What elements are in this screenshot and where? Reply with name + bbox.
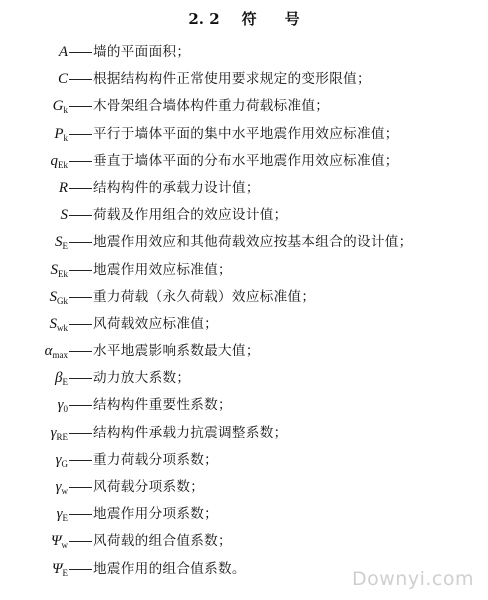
symbol-row [0,121,488,148]
dash-separator [69,188,92,189]
dash-separator [69,569,92,570]
symbol-row [0,66,488,93]
symbol-base: β [55,370,63,387]
symbol-row [0,93,488,120]
symbol-description: 地震作用效应标准值； [93,261,232,278]
dash-separator [69,541,92,542]
dash-separator [69,161,92,162]
symbol [45,338,68,365]
symbol-base: S [49,315,57,332]
symbol-description: 结构构件承载力抗震调整系数； [93,424,288,441]
symbol [61,202,69,229]
symbol [51,528,68,555]
symbol [55,365,68,392]
symbol-description: 平行于墙体平面的集中水平地震作用效应标准值； [93,125,399,142]
symbol-base: q [50,152,58,169]
dash-separator [69,297,92,298]
watermark-logo: Downyi.com [352,568,474,590]
symbol-row [0,39,488,66]
symbol-row [0,420,488,447]
symbol [57,501,68,528]
symbol [59,175,68,202]
section-heading [0,8,488,29]
symbol [56,447,68,474]
dash-separator [69,460,92,461]
symbol-subscript: E [62,377,68,388]
dash-separator [69,79,92,80]
symbol-description: 重力荷载分项系数； [93,451,219,468]
symbol-base: γ [55,451,62,468]
dash-separator [69,242,92,243]
symbol-subscript: E [62,513,68,524]
symbol-base: γ [57,397,64,414]
symbol-subscript: wk [57,322,68,333]
symbol [58,392,68,419]
symbol-base: S [60,207,68,224]
symbol-base: P [54,125,64,142]
symbol-subscript: E [62,567,68,578]
symbol [55,229,68,256]
symbol-subscript: E [62,241,68,252]
symbol-base: A [58,44,68,60]
symbol-row [0,447,488,474]
symbol-description: 木骨架组合墙体构件重力荷载标准值； [93,98,330,115]
symbol-base: γ [55,479,62,495]
symbol-description: 重力荷载（永久荷载）效应标准值； [93,288,316,305]
symbol [58,66,68,93]
symbol-row [0,392,488,419]
symbol-base: C [57,71,68,88]
symbol-description: 风荷载的组合值系数； [93,533,232,550]
symbol-row [0,501,488,528]
symbol-subscript: w [61,486,68,496]
symbol [53,93,68,120]
symbol-base: S [49,288,57,305]
symbol-subscript: max [52,350,68,361]
symbol-description: 水平地震影响系数最大值； [93,343,260,360]
symbol-description: 地震作用分项系数； [93,506,219,523]
symbol-description: 墙的平面面积； [93,44,191,60]
dash-separator [69,52,92,53]
symbol-subscript: 0 [63,404,68,415]
symbol-description: 地震作用效应和其他荷载效应按基本组合的设计值； [93,234,413,251]
dash-separator [69,514,92,515]
symbol-row [0,365,488,392]
symbol-subscript: Ek [58,159,68,170]
symbol-description: 根据结构构件正常使用要求规定的变形限值； [93,71,371,88]
symbol-subscript: Ek [58,268,68,279]
symbol [59,39,68,66]
dash-separator [69,351,92,352]
symbol-subscript: G [61,458,68,469]
symbol-base: Ψ [51,560,63,577]
symbol-description: 结构构件的承载力设计值； [93,179,260,196]
symbol [56,474,68,501]
symbol-row [0,229,488,256]
dash-separator [69,134,92,135]
symbol-subscript: w [61,540,68,551]
symbol-description: 垂直于墙体平面的分布水平地震作用效应标准值； [93,152,399,169]
symbol-subscript: Gk [57,295,68,306]
heading-char-2: 号 [284,10,300,28]
symbol-description: 风荷载效应标准值； [93,315,219,332]
symbol-row [0,284,488,311]
symbol-description: 荷载及作用组合的效应设计值； [93,207,288,224]
dash-separator [69,405,92,406]
symbol-row [0,175,488,202]
symbol-description: 地震作用的组合值系数。 [93,560,246,577]
symbol-row [0,311,488,338]
dash-separator [69,324,92,325]
section-number: 2. 2 [188,10,220,28]
dash-separator [69,106,92,107]
symbol-description: 结构构件重要性系数； [93,397,232,414]
symbol-base: γ [56,506,63,523]
symbol-description: 动力放大系数； [93,370,191,387]
dash-separator [69,270,92,271]
symbol-row [0,148,488,175]
heading-char-1: 符 [241,10,257,28]
symbol-row [0,338,488,365]
symbol-row [0,474,488,501]
symbol-row [0,202,488,229]
symbol-base: R [58,179,68,196]
symbol-base: γ [50,424,57,441]
symbol [51,420,68,447]
symbol-subscript: RE [56,431,68,442]
symbol-base: G [52,98,64,115]
symbol [50,284,69,311]
symbol [51,257,69,284]
dash-separator [69,215,92,216]
symbol-base: Ψ [50,533,62,550]
dash-separator [69,487,92,488]
symbol [50,311,69,338]
symbol-subscript: k [63,132,68,143]
symbol-row [0,257,488,284]
symbol-base: S [55,234,63,251]
dash-separator [69,378,92,379]
symbol [51,148,69,175]
symbol-subscript: k [63,105,68,116]
symbol [52,556,68,583]
symbol-description: 风荷载分项系数； [93,479,205,495]
dash-separator [69,433,92,434]
symbol-base: α [44,343,53,360]
symbol-row [0,528,488,555]
symbol-base: S [50,261,58,278]
symbol [54,121,68,148]
symbol-list [0,39,488,583]
